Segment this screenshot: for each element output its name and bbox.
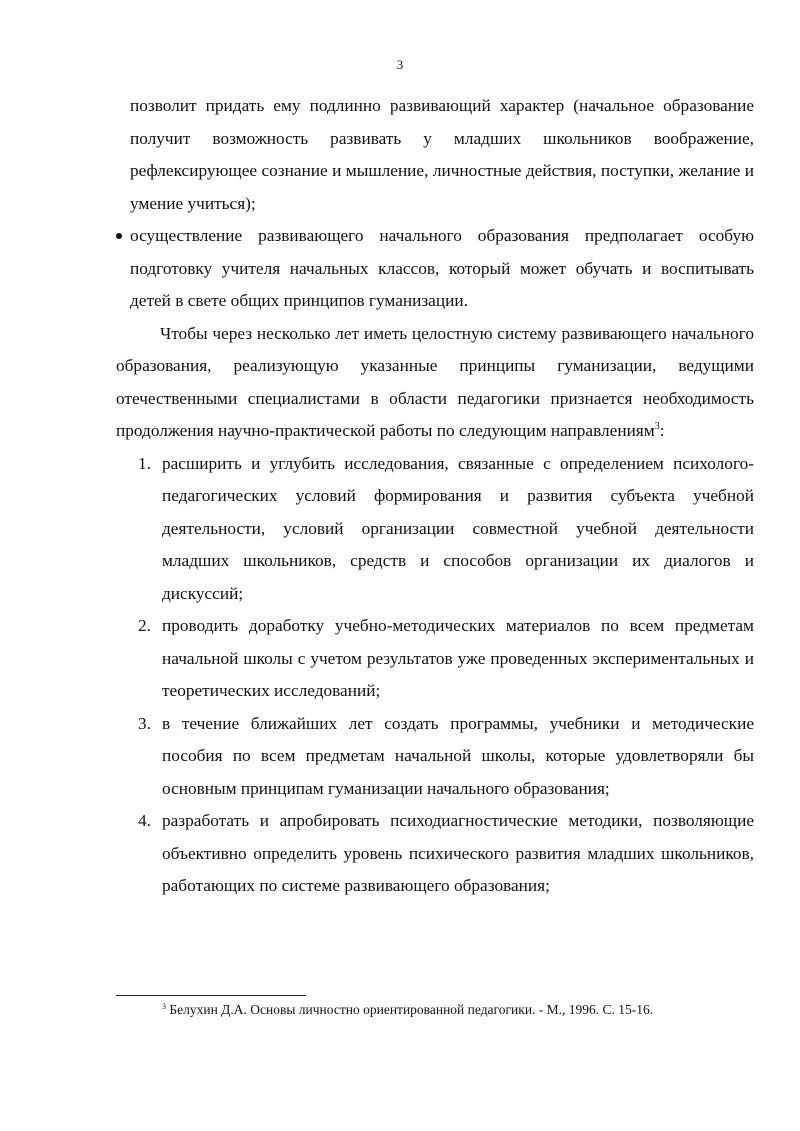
list-item-text: разработать и апробировать психодиагностические методики, позволяющие объективно определить уровень психического развития младших школьников, работающих по системе развивающего образования; <box>162 811 754 895</box>
footnote-reference[interactable]: 3 <box>654 421 660 432</box>
list-item <box>116 708 754 806</box>
list-item-text: расширить и углубить исследования, связанные с определением психолого-педагогических условий формирования и развития субъекта учебной деятельности, условий организации совместной учебной деятельности младших школьников, средств и способов организации их диалогов и дискуссий; <box>162 453 754 603</box>
list-marker: 2. <box>138 616 151 635</box>
list-item <box>116 805 754 903</box>
intro-text: Чтобы через несколько лет иметь целостную систему развивающего начального образования, реализующую указанные принципы гуманизации, ведущими отечественными специалистами в области педагогики признается необходимость продолжения научно-практической работы по следующим направлениям <box>116 323 754 440</box>
list-item <box>116 448 754 611</box>
footnote <box>162 1000 762 1020</box>
footnote-marker: 3 <box>162 1002 166 1011</box>
list-item <box>116 610 754 708</box>
list-item-text: в течение ближайших лет создать программы, учебники и методические пособия по всем предметам начальной школы, которые удовлетворяли бы основным принципам гуманизации начального образования; <box>162 713 754 798</box>
list-item-text: проводить доработку учебно-методических материалов по всем предметам начальной школы с учетом результатов уже проведенных экспериментальных и теоретических исследований; <box>162 616 754 700</box>
list-marker: 3. <box>138 713 151 733</box>
body-text <box>116 90 754 903</box>
page-number: 3 <box>396 57 404 72</box>
intro-colon: : <box>659 421 665 440</box>
list-marker: 1. <box>138 453 151 473</box>
bullet-continuation: позволит придать ему подлинно развивающий характер (начальное образование получит возможность развивать у младших школьников воображение, рефлексирующее сознание и мышление, личностные действия, поступки, желание и умение учиться); <box>130 96 754 213</box>
bullet-icon <box>116 233 122 239</box>
bullet-text: осуществление развивающего начального образования предполагает особую подготовку учителя начальных классов, который может обучать и воспитывать детей в свете общих принципов гуманизации. <box>130 226 754 310</box>
intro-paragraph <box>116 318 754 448</box>
footnote-text: Белухин Д.А. Основы личностно ориентированной педагогики. - М., 1996. С. 15-16. <box>166 1002 654 1017</box>
footnote-separator <box>116 995 306 996</box>
bullet-item <box>116 220 754 318</box>
list-marker: 4. <box>138 811 151 830</box>
